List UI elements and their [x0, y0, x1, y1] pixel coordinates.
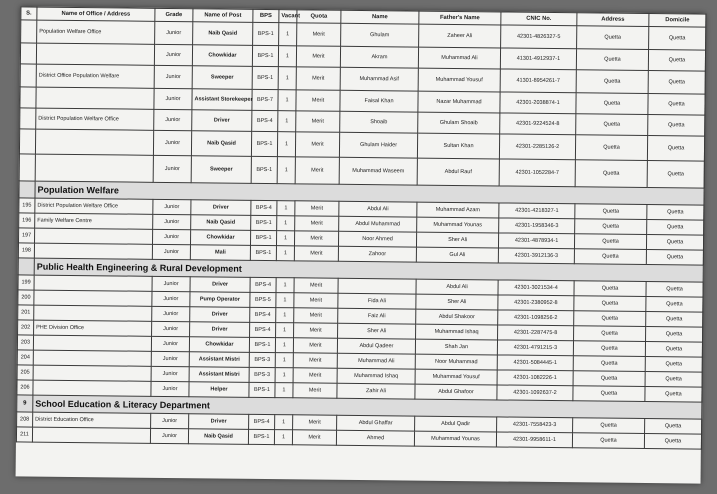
cell-vacant: 1 — [277, 157, 295, 184]
cell-name: Muhammad Ali — [337, 353, 415, 369]
cell-vacant: 1 — [277, 132, 295, 157]
cell-office — [36, 43, 154, 65]
cell-dom: Quetta — [644, 433, 701, 449]
cell-quota: Merit — [296, 46, 340, 67]
cell-vacant: 1 — [278, 111, 296, 132]
col-domicile: Domicile — [649, 14, 706, 28]
cell-grade: Junior — [152, 306, 190, 321]
cell-sno — [20, 43, 36, 64]
cell-post: Naib Qasid — [193, 22, 253, 46]
cell-post: Sweeper — [192, 66, 252, 90]
cell-grade: Junior — [151, 381, 189, 396]
cell-address: Quetta — [574, 296, 646, 312]
cell-address: Quetta — [576, 114, 648, 136]
cell-bps: BPS-1 — [253, 22, 279, 45]
cell-office — [34, 290, 152, 306]
cell-address: Quetta — [576, 93, 648, 115]
cell-bps: BPS-1 — [251, 131, 277, 156]
cell-dom: Quetta — [648, 50, 705, 72]
col-address: Address — [577, 13, 649, 27]
cell-name — [338, 278, 416, 294]
cell-grade: Junior — [155, 21, 193, 44]
cell-address: Quetta — [573, 371, 645, 387]
cell-sno: 204 — [17, 350, 33, 365]
cell-sno: 206 — [17, 380, 33, 395]
cell-vacant: 1 — [276, 231, 294, 246]
cell-post: Chowkidar — [192, 45, 252, 67]
cell-office: District Population Welfare Office — [35, 198, 153, 214]
col-quota: Quota — [297, 10, 341, 23]
section-title: Population Welfare — [35, 181, 704, 205]
cell-name: Ghulam — [341, 23, 419, 47]
cell-quota: Merit — [294, 293, 338, 308]
col-vacant: Vacant — [279, 10, 297, 23]
cell-grade: Junior — [151, 351, 189, 366]
cell-cnic: 42301-2380952-8 — [498, 295, 574, 311]
cell-father: Sher Ali — [416, 294, 498, 310]
cell-address: Quetta — [575, 160, 647, 188]
cell-quota: Merit — [293, 383, 337, 398]
cell-bps: BPS-1 — [252, 45, 278, 66]
cell-father: Gul Ali — [416, 247, 498, 263]
cell-name: Muhammad Asif — [340, 67, 418, 91]
cell-grade: Junior — [152, 321, 190, 336]
cell-dom: Quetta — [646, 326, 703, 342]
cell-bps: BPS-3 — [249, 352, 275, 367]
section-number — [18, 258, 34, 275]
cell-quota: Merit — [294, 308, 338, 323]
cell-dom: Quetta — [646, 234, 703, 250]
cell-cnic: 42301-4218327-1 — [499, 203, 575, 219]
cell-sno — [21, 20, 37, 43]
cell-dom: Quetta — [648, 71, 705, 95]
cell-bps: BPS-4 — [250, 277, 276, 292]
cell-sno — [20, 87, 36, 108]
cell-father: Muhammad Younas — [414, 431, 496, 447]
cell-bps: BPS-3 — [249, 367, 275, 382]
col-post: Name of Post — [193, 9, 253, 23]
cell-dom: Quetta — [648, 94, 705, 116]
cell-dom: Quetta — [645, 418, 702, 434]
cell-post: Naib Qasid — [191, 131, 251, 157]
cell-name: Noor Ahmed — [338, 231, 416, 247]
cell-bps: BPS-4 — [251, 200, 277, 215]
cell-address: Quetta — [574, 311, 646, 327]
cell-cnic: 42301-3021534-4 — [498, 280, 574, 296]
document-sheet — [16, 6, 706, 483]
cell-grade: Junior — [152, 291, 190, 306]
cell-vacant: 1 — [276, 246, 294, 261]
cell-sno: 197 — [19, 228, 35, 243]
cell-cnic: 42301-2038874-1 — [500, 92, 576, 114]
cell-father: Muhammad Yousuf — [418, 68, 500, 92]
cell-office — [35, 154, 153, 182]
cell-quota: Merit — [294, 278, 338, 293]
cell-cnic: 42301-1098256-2 — [498, 310, 574, 326]
cell-grade: Junior — [151, 336, 189, 351]
cell-post: Assistant Storekeeper — [192, 89, 252, 111]
cell-grade: Junior — [152, 276, 190, 291]
cell-cnic: 42301-4826327-5 — [501, 25, 577, 49]
cell-bps: BPS-1 — [250, 245, 276, 260]
cell-quota: Merit — [296, 111, 340, 132]
cell-dom: Quetta — [647, 204, 704, 220]
cell-bps: BPS-1 — [251, 156, 277, 183]
cell-sno: 201 — [18, 305, 34, 320]
cell-vacant: 1 — [279, 23, 297, 46]
cell-bps: BPS-1 — [249, 337, 275, 352]
cell-grade: Junior — [153, 214, 191, 229]
cell-father: Muhammad Ali — [418, 47, 500, 69]
cell-sno: 198 — [18, 243, 34, 258]
cell-name: Zahir Ali — [337, 383, 415, 399]
cell-quota: Merit — [293, 338, 337, 353]
cell-vacant: 1 — [275, 415, 293, 430]
col-cnic: CNIC No. — [501, 12, 577, 26]
cell-quota: Merit — [295, 216, 339, 231]
cell-post: Sweeper — [191, 156, 251, 184]
cell-sno — [20, 64, 36, 87]
cell-address: Quetta — [573, 356, 645, 372]
cell-name: Muhammad Ishaq — [337, 368, 415, 384]
cell-office: District Office Population Welfare — [36, 64, 154, 88]
cell-name: Ghulam Haider — [339, 132, 417, 158]
cell-address: Quetta — [573, 341, 645, 357]
cell-name: Fida Ali — [338, 293, 416, 309]
cell-post: Chowkidar — [189, 337, 249, 353]
cell-office: District Population Welfare Office — [36, 108, 154, 130]
cell-vacant: 1 — [275, 383, 293, 398]
cell-office — [33, 380, 151, 396]
cell-quota: Merit — [293, 368, 337, 383]
cell-bps: BPS-1 — [251, 215, 277, 230]
cell-vacant: 1 — [276, 293, 294, 308]
section-title: Public Health Engineering & Rural Development — [34, 258, 703, 282]
cell-cnic: 42301-4791215-3 — [497, 340, 573, 356]
cell-dom: Quetta — [647, 136, 704, 162]
cell-address: Quetta — [576, 70, 648, 94]
cell-bps: BPS-4 — [252, 110, 278, 131]
cell-office — [33, 365, 151, 381]
cell-address: Quetta — [574, 249, 646, 265]
cell-vacant: 1 — [278, 90, 296, 111]
cell-grade: Junior — [152, 244, 190, 259]
col-sno: S. — [21, 7, 37, 20]
section-title: School Education & Literacy Department — [33, 395, 702, 419]
cell-address: Quetta — [575, 204, 647, 220]
cell-quota: Merit — [295, 201, 339, 216]
cell-grade: Junior — [154, 44, 192, 65]
cell-quota: Merit — [296, 67, 340, 90]
cell-sno: 203 — [17, 335, 33, 350]
cell-address: Quetta — [573, 386, 645, 402]
cell-cnic: 42301-1082226-1 — [497, 370, 573, 386]
cell-quota: Merit — [294, 231, 338, 246]
col-bps: BPS — [253, 9, 279, 22]
table-body — [16, 20, 705, 449]
cell-office — [36, 87, 154, 109]
cell-post: Driver — [190, 307, 250, 323]
cell-cnic: 42301-2285126-2 — [499, 134, 575, 160]
cell-sno: 196 — [19, 213, 35, 228]
cell-grade: Junior — [154, 88, 192, 109]
cell-name: Abdul Ghaffar — [337, 415, 415, 431]
cell-office — [34, 305, 152, 321]
cell-post: Driver — [190, 322, 250, 338]
cell-sno: 211 — [16, 427, 32, 442]
cell-sno: 202 — [18, 320, 34, 335]
cell-grade: Junior — [153, 155, 191, 182]
cell-office — [35, 228, 153, 244]
cell-grade: Junior — [153, 130, 191, 155]
cell-address: Quetta — [574, 234, 646, 250]
cell-grade: Junior — [151, 366, 189, 381]
cell-sno: 200 — [18, 290, 34, 305]
cell-name: Zahoor — [338, 246, 416, 262]
col-name: Name — [341, 10, 419, 24]
cell-dom: Quetta — [646, 249, 703, 265]
cell-name: Abdul Ali — [339, 201, 417, 217]
cell-cnic: 42301-5084445-1 — [497, 355, 573, 371]
cell-father: Abdul Shakoor — [416, 309, 498, 325]
cell-dom: Quetta — [648, 115, 705, 137]
cell-name: Akram — [340, 46, 418, 68]
cell-dom: Quetta — [646, 296, 703, 312]
cell-sno: 199 — [18, 275, 34, 290]
cell-grade: Junior — [154, 65, 192, 88]
cell-father: Sultan Khan — [417, 133, 499, 159]
cell-bps: BPS-5 — [250, 292, 276, 307]
cell-post: Assistant Mistri — [189, 352, 249, 368]
cell-dom: Quetta — [645, 356, 702, 372]
cell-address: Quetta — [575, 219, 647, 235]
cell-father: Abdul Ghafoor — [415, 384, 497, 400]
cell-father: Muhammad Yousuf — [415, 369, 497, 385]
cell-name: Faiz Ali — [338, 308, 416, 324]
cell-name: Faisal Khan — [340, 90, 418, 112]
cell-father: Noor Muhammad — [415, 354, 497, 370]
cell-vacant: 1 — [275, 338, 293, 353]
cell-father: Sher Ali — [416, 232, 498, 248]
cell-address: Quetta — [575, 135, 647, 161]
cell-father: Abdul Rauf — [417, 158, 499, 186]
cell-vacant: 1 — [275, 368, 293, 383]
cell-quota: Merit — [294, 323, 338, 338]
cell-dom: Quetta — [645, 371, 702, 387]
cell-father: Muhammad Azam — [417, 202, 499, 218]
cell-post: Naib Qasid — [188, 429, 248, 445]
cell-quota: Merit — [295, 132, 339, 157]
cell-vacant: 1 — [274, 430, 292, 445]
cell-cnic: 42301-7558423-3 — [497, 417, 573, 433]
cell-grade: Junior — [150, 428, 188, 443]
cell-office — [33, 350, 151, 366]
cell-quota: Merit — [294, 246, 338, 261]
cell-father: Muhammad Ishaq — [416, 324, 498, 340]
cell-dom: Quetta — [647, 160, 704, 188]
cell-bps: BPS-1 — [249, 382, 275, 397]
cell-cnic: 42301-1092637-2 — [497, 385, 573, 401]
cell-sno — [20, 108, 36, 129]
cell-quota: Merit — [293, 353, 337, 368]
section-number — [19, 181, 35, 198]
cell-office — [34, 275, 152, 291]
cell-vacant: 1 — [278, 67, 296, 90]
cell-quota: Merit — [296, 90, 340, 111]
cell-father: Muhammad Younas — [417, 217, 499, 233]
cell-vacant: 1 — [276, 323, 294, 338]
cell-cnic: 42301-2287475-8 — [498, 325, 574, 341]
cell-address: Quetta — [574, 281, 646, 297]
cell-vacant: 1 — [277, 216, 295, 231]
cell-quota: Merit — [297, 23, 341, 46]
cell-bps: BPS-4 — [250, 307, 276, 322]
cell-cnic: 41301-4912937-1 — [500, 48, 576, 70]
cell-bps: BPS-4 — [250, 322, 276, 337]
cell-post: Driver — [189, 414, 249, 430]
cell-post: Driver — [190, 277, 250, 293]
cell-bps: BPS-1 — [250, 230, 276, 245]
cell-bps: BPS-1 — [248, 429, 274, 444]
col-grade: Grade — [155, 8, 193, 21]
section-number: 9 — [17, 395, 33, 412]
cell-office: PHE Division Office — [34, 320, 152, 336]
cell-name: Ahmed — [336, 430, 414, 446]
cell-post: Naib Qasid — [191, 215, 251, 231]
cell-office: Family Welfare Centre — [35, 213, 153, 229]
cell-bps: BPS-1 — [252, 66, 278, 89]
cell-address: Quetta — [574, 326, 646, 342]
cell-name: Sher Ali — [338, 323, 416, 339]
cell-sno — [19, 154, 35, 181]
cell-father: Ghulam Shoaib — [418, 112, 500, 134]
cell-office: Population Welfare Office — [37, 20, 155, 44]
cell-grade: Junior — [153, 199, 191, 214]
cell-dom: Quetta — [645, 386, 702, 402]
cell-post: Pump Operator — [190, 292, 250, 308]
cell-bps: BPS-7 — [252, 89, 278, 110]
cell-cnic: 41301-8954261-7 — [500, 69, 576, 93]
cell-office — [32, 427, 150, 443]
cell-sno — [19, 129, 35, 154]
cell-cnic: 42301-3912136-3 — [498, 248, 574, 264]
cell-post: Driver — [191, 200, 251, 216]
cell-office — [34, 243, 152, 259]
cell-address: Quetta — [577, 26, 649, 50]
cell-quota: Merit — [295, 157, 339, 184]
cell-quota: Merit — [292, 430, 336, 445]
cell-dom: Quetta — [647, 219, 704, 235]
cell-dom: Quetta — [645, 341, 702, 357]
cell-address: Quetta — [572, 433, 644, 449]
cell-bps: BPS-4 — [249, 414, 275, 429]
cell-dom: Quetta — [646, 281, 703, 297]
cell-post: Mali — [190, 245, 250, 261]
cell-cnic: 42301-9224524-8 — [500, 113, 576, 135]
cell-vacant: 1 — [276, 278, 294, 293]
cell-grade: Junior — [152, 229, 190, 244]
cell-dom: Quetta — [646, 311, 703, 327]
cell-grade: Junior — [154, 109, 192, 130]
cell-vacant: 1 — [275, 353, 293, 368]
cell-vacant: 1 — [277, 201, 295, 216]
cell-grade: Junior — [151, 413, 189, 428]
cell-address: Quetta — [573, 418, 645, 434]
recruitment-table — [16, 6, 707, 449]
cell-father: Abdul Ali — [416, 279, 498, 295]
cell-cnic: 42301-1052284-7 — [499, 159, 575, 187]
cell-father: Shah Jan — [415, 339, 497, 355]
cell-office: District Education Office — [33, 412, 151, 428]
cell-sno: 195 — [19, 198, 35, 213]
col-office: Name of Office / Address — [37, 7, 155, 21]
cell-post: Helper — [189, 382, 249, 398]
cell-sno: 208 — [17, 412, 33, 427]
cell-sno: 205 — [17, 365, 33, 380]
cell-cnic: 42301-9958611-1 — [496, 432, 572, 448]
cell-vacant: 1 — [276, 308, 294, 323]
cell-name: Muhammad Waseem — [339, 157, 417, 185]
cell-dom: Quetta — [649, 27, 706, 51]
cell-office — [33, 335, 151, 351]
cell-name: Abdul Muhammad — [339, 216, 417, 232]
col-father: Father's Name — [419, 11, 501, 25]
cell-name: Abdul Qadeer — [337, 338, 415, 354]
cell-cnic: 42301-4878934-1 — [498, 233, 574, 249]
cell-cnic: 42301-1958346-3 — [499, 218, 575, 234]
cell-name: Shoaib — [340, 111, 418, 133]
cell-father: Abdul Qadir — [415, 416, 497, 432]
cell-father: Nazar Muhammad — [418, 91, 500, 113]
cell-post: Assistant Mistri — [189, 367, 249, 383]
cell-address: Quetta — [576, 49, 648, 71]
cell-post: Driver — [192, 110, 252, 132]
cell-father: Zaheer Ali — [419, 24, 501, 48]
cell-office — [35, 129, 153, 155]
cell-post: Chowkidar — [190, 230, 250, 246]
cell-vacant: 1 — [278, 46, 296, 67]
cell-quota: Merit — [293, 415, 337, 430]
